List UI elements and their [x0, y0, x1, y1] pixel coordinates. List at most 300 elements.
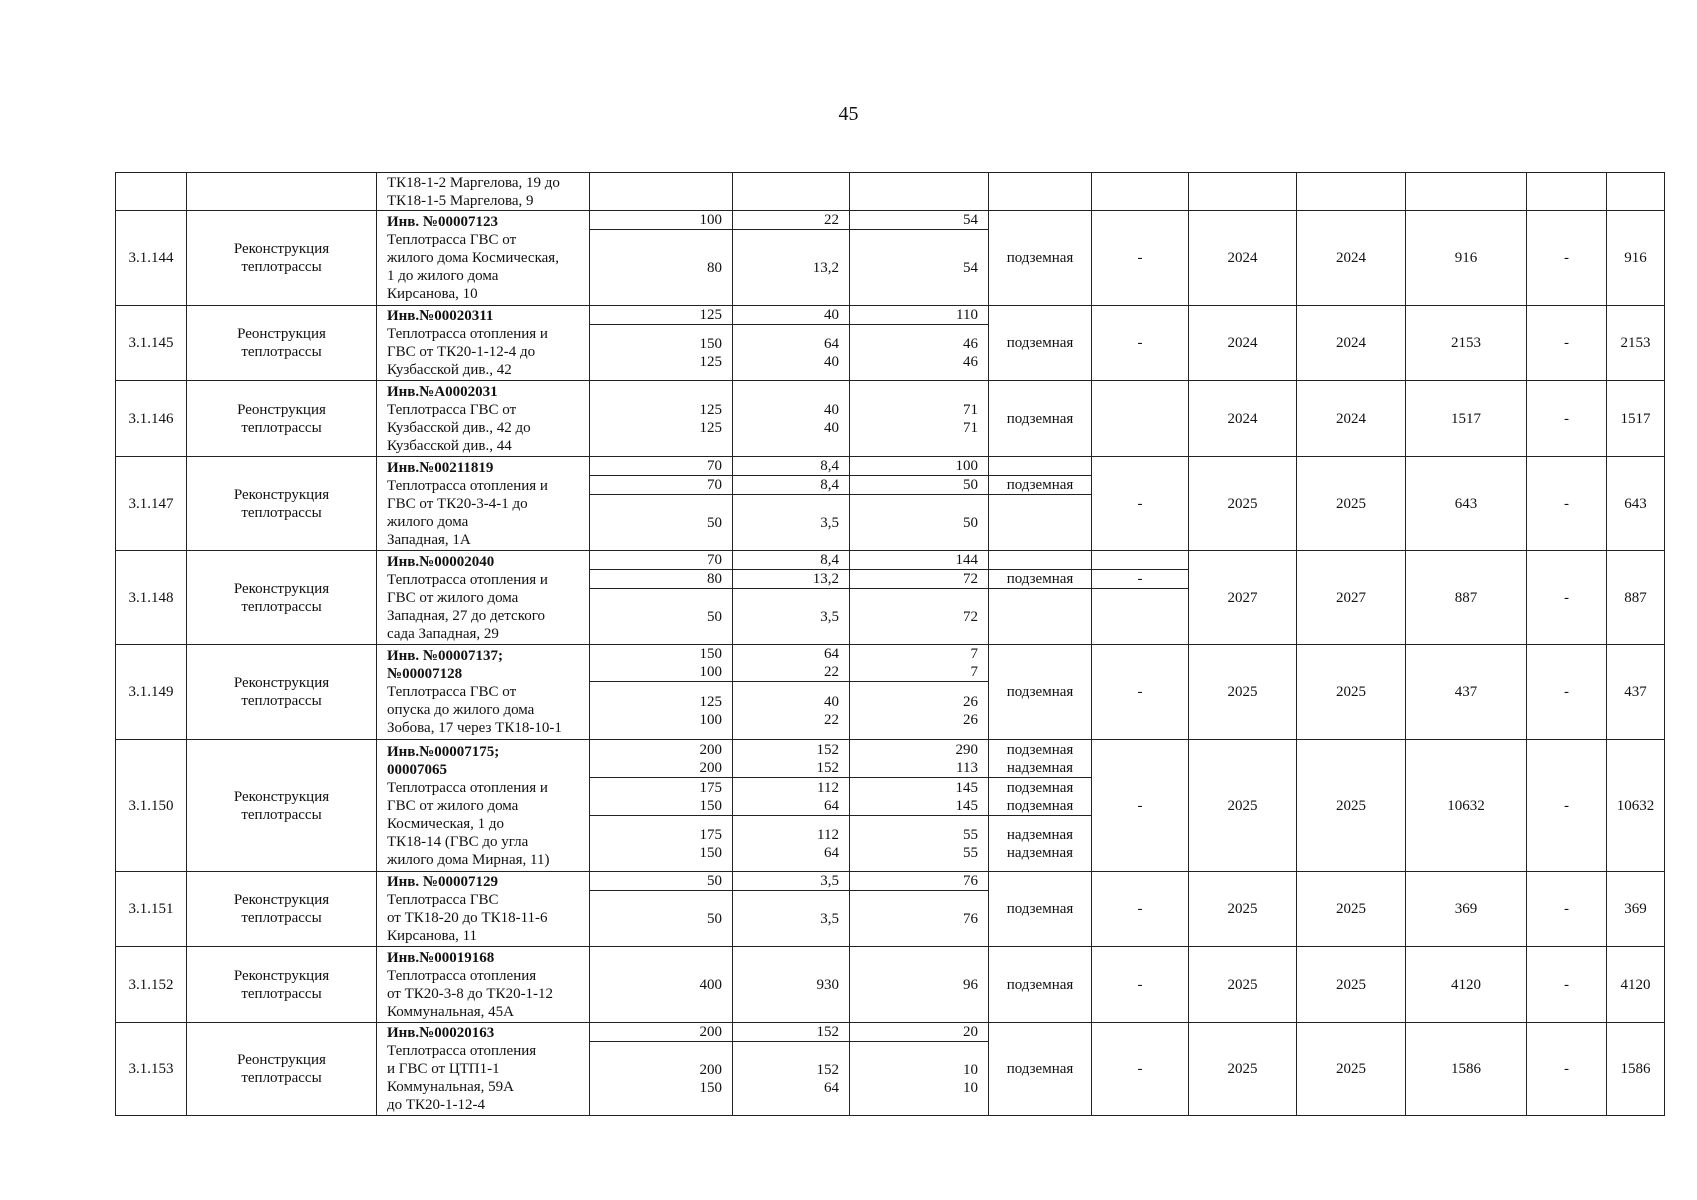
work-type-line: Реконструкция: [233, 241, 330, 257]
diameter-value: 125: [699, 307, 722, 323]
inventory-number: Инв.№00020311: [387, 308, 494, 324]
dn-value: 112: [817, 826, 839, 843]
inventory-number: Инв. №00007123: [387, 214, 498, 230]
laying-type: подземная: [1006, 976, 1074, 993]
diameter-value: 100: [699, 212, 722, 228]
length-value: 7: [970, 664, 978, 680]
work-type-cell: [187, 381, 377, 457]
description-line: ТК18-14 (ГВС до угла: [387, 833, 529, 850]
work-type-cell: [187, 211, 377, 306]
laying-type-cell: [989, 211, 1092, 306]
diameter-cell: [590, 645, 733, 682]
length-value: 55: [963, 844, 978, 861]
dash-cell: -: [1092, 211, 1189, 306]
diameter-value: 150: [699, 797, 722, 814]
year-start-cell: 2025: [1189, 947, 1297, 1023]
length-value: 113: [956, 759, 978, 776]
length-cell: [850, 230, 989, 306]
diameter-cell: [590, 381, 733, 457]
item-number-cell: 3.1.153: [116, 1023, 187, 1116]
description-line: опуска до жилого дома: [387, 702, 535, 718]
diameter-value: 70: [707, 477, 722, 493]
laying-type-cell: [989, 589, 1092, 645]
total-cell: 2153: [1607, 306, 1665, 381]
description-cell: [377, 947, 590, 1023]
year-start-cell: 2027: [1189, 551, 1297, 645]
dn-cell: [733, 457, 850, 476]
year-end-cell: 2025: [1297, 457, 1406, 551]
inventory-number: Инв.№00019168: [387, 949, 495, 966]
length-cell: [850, 570, 989, 589]
year-start-cell: 2025: [1189, 457, 1297, 551]
dn-value: 152: [816, 1061, 839, 1078]
work-type-line: теплотрассы: [241, 598, 322, 615]
description-line: Кузбасской див., 42: [387, 362, 512, 378]
length-value: 145: [955, 779, 978, 796]
length-value: 10: [963, 1061, 978, 1078]
diameter-value: 100: [699, 711, 722, 728]
diameter-value: 125: [699, 401, 722, 418]
length-value: 71: [963, 401, 978, 418]
table-row: [116, 645, 1665, 682]
work-type-cell: [187, 645, 377, 740]
dash-cell: -: [1527, 1023, 1607, 1116]
table-row: [116, 306, 1665, 325]
dn-cell: [733, 1042, 850, 1116]
length-value: 54: [963, 212, 978, 228]
dn-value: 8,4: [820, 552, 839, 568]
length-cell: [850, 816, 989, 872]
item-number-cell: 3.1.146: [116, 381, 187, 457]
laying-type: подземная: [1006, 410, 1074, 427]
length-cell: [850, 740, 989, 778]
length-cell: [850, 476, 989, 495]
dn-value: 112: [817, 779, 839, 796]
description-cell: [377, 740, 590, 872]
description-line: Коммунальная, 45А: [387, 1003, 515, 1020]
work-type-line: теплотрассы: [241, 693, 322, 709]
table-row: [116, 1023, 1665, 1042]
laying-type-cell: [989, 551, 1092, 570]
work-type-cell: [187, 551, 377, 645]
year-start-cell: 2025: [1189, 1023, 1297, 1116]
cost-cell: 1517: [1406, 381, 1527, 457]
work-type-line: теплотрассы: [241, 806, 322, 823]
length-value: 76: [963, 873, 978, 889]
work-type-line: Реконструкция: [233, 892, 330, 908]
year-end-cell: 2024: [1297, 211, 1406, 306]
table-row: [116, 551, 1665, 570]
dn-cell: [733, 740, 850, 778]
work-type-line: Реонструкция: [237, 326, 326, 342]
total-cell: 10632: [1607, 740, 1665, 872]
description-line: Кузбасской див., 44: [387, 437, 512, 454]
length-cell: [850, 306, 989, 325]
description-cell: [377, 211, 590, 306]
diameter-cell: [590, 476, 733, 495]
item-number-cell: 3.1.147: [116, 457, 187, 551]
year-start-cell: 2025: [1189, 872, 1297, 947]
cost-cell: 916: [1406, 211, 1527, 306]
year-end-cell: 2025: [1297, 947, 1406, 1023]
work-type-cell: [187, 1023, 377, 1116]
dn-value: 3,5: [820, 873, 839, 889]
dn-cell: [733, 891, 850, 947]
inventory-number: Инв.№А0002031: [387, 383, 498, 400]
description-cell: [377, 551, 590, 645]
dn-cell: [733, 476, 850, 495]
total-cell: 887: [1607, 551, 1665, 645]
diameter-value: 175: [699, 826, 722, 843]
length-value: 290: [955, 741, 978, 758]
diameter-cell: [590, 872, 733, 891]
length-value: 50: [963, 477, 978, 493]
dn-cell: [733, 947, 850, 1023]
dash-cell: -: [1527, 947, 1607, 1023]
dn-value: 13,2: [812, 571, 839, 587]
dn-value: 3,5: [820, 910, 839, 927]
laying-type: подземная: [1006, 797, 1074, 814]
laying-type-cell: [989, 816, 1092, 872]
laying-type-cell: подземная: [989, 476, 1092, 495]
diameter-value: 200: [699, 1061, 722, 1078]
dn-value: 152: [816, 759, 839, 776]
description-line: Кирсанова, 10: [387, 286, 478, 302]
length-value: 20: [963, 1024, 978, 1040]
description-line: 1 до жилого дома: [387, 268, 499, 284]
diameter-value: 400: [699, 976, 722, 993]
total-cell: 369: [1607, 872, 1665, 947]
length-value: 55: [963, 826, 978, 843]
dn-value: 64: [824, 335, 839, 352]
length-value: 26: [963, 711, 978, 728]
dn-cell: [733, 872, 850, 891]
description-line: жилого дома: [387, 513, 469, 530]
diameter-cell: [590, 778, 733, 816]
work-type-line: Реонструкция: [237, 1052, 326, 1068]
dn-value: 40: [824, 401, 839, 418]
length-cell: [850, 1042, 989, 1116]
diameter-value: 50: [707, 910, 722, 927]
inventory-number: Инв.№00002040: [387, 553, 495, 570]
diameter-value: 80: [707, 571, 722, 587]
laying-type: подземная: [1006, 741, 1074, 758]
length-cell: [850, 551, 989, 570]
dash-cell: -: [1092, 947, 1189, 1023]
description-line: Теплотрасса отопления и: [387, 571, 548, 588]
laying-type: подземная: [1006, 335, 1074, 351]
work-type-line: Реконструкция: [233, 967, 330, 984]
length-cell: [850, 682, 989, 740]
dash-cell: [1092, 551, 1189, 570]
dash-cell: -: [1527, 381, 1607, 457]
description-cell: [377, 872, 590, 947]
diameter-value: 125: [699, 419, 722, 436]
description-line: Теплотрасса отопления и: [387, 477, 548, 494]
diameter-value: 50: [707, 873, 722, 889]
dash-cell: -: [1092, 872, 1189, 947]
reconstruction-table: [115, 172, 1665, 1116]
description-cell: [377, 457, 590, 551]
year-end-cell: 2024: [1297, 381, 1406, 457]
diameter-cell: [590, 1023, 733, 1042]
table-row: [116, 381, 1665, 457]
work-type-line: теплотрассы: [241, 910, 322, 926]
diameter-cell: [590, 589, 733, 645]
length-cell: [850, 891, 989, 947]
dn-value: 64: [824, 646, 839, 662]
laying-type-cell: [989, 306, 1092, 381]
work-type-line: теплотрассы: [241, 1070, 322, 1086]
inventory-number: Инв. №00007129: [387, 874, 498, 890]
dn-value: 22: [824, 212, 839, 228]
work-type-line: Реконструкция: [233, 580, 330, 597]
cost-cell: 887: [1406, 551, 1527, 645]
description-line: сада Западная, 29: [387, 625, 499, 642]
table-row: [116, 457, 1665, 476]
length-value: 50: [963, 514, 978, 531]
dash-cell: -: [1092, 1023, 1189, 1116]
laying-type-cell: [989, 645, 1092, 740]
diameter-value: 200: [699, 741, 722, 758]
diameter-value: 150: [699, 844, 722, 861]
dn-value: 13,2: [812, 259, 839, 276]
dash-cell: -: [1092, 740, 1189, 872]
work-type-line: Реконструкция: [233, 675, 330, 691]
work-type-line: теплотрассы: [241, 259, 322, 275]
cost-cell: 10632: [1406, 740, 1527, 872]
length-value: 96: [963, 976, 978, 993]
length-value: 72: [963, 608, 978, 625]
laying-type: подземная: [1006, 1061, 1074, 1077]
table-row: [116, 211, 1665, 230]
dn-cell: [733, 589, 850, 645]
cost-cell: 1586: [1406, 1023, 1527, 1116]
length-value: 71: [963, 419, 978, 436]
dn-value: 8,4: [820, 458, 839, 474]
dash-cell: -: [1092, 570, 1189, 589]
year-end-cell: 2025: [1297, 872, 1406, 947]
dn-value: 64: [824, 797, 839, 814]
dn-value: 40: [824, 419, 839, 436]
year-start-cell: 2025: [1189, 645, 1297, 740]
dash-cell: [1092, 381, 1189, 457]
length-value: 46: [963, 353, 978, 370]
dash-cell: -: [1527, 551, 1607, 645]
work-type-cell: [187, 740, 377, 872]
dash-cell: -: [1092, 645, 1189, 740]
work-type-cell: [187, 947, 377, 1023]
dn-cell: [733, 230, 850, 306]
length-cell: [850, 495, 989, 551]
laying-type: подземная: [1006, 250, 1074, 266]
diameter-cell: [590, 1042, 733, 1116]
description-line: Теплотрасса отопления и: [387, 779, 548, 796]
inventory-number: Инв.№00007175;: [387, 743, 500, 760]
page-number: 45: [838, 103, 859, 125]
dn-cell: [733, 306, 850, 325]
dn-cell: [733, 1023, 850, 1042]
laying-type-cell: [989, 457, 1092, 476]
dash-cell: -: [1527, 306, 1607, 381]
diameter-cell: [590, 495, 733, 551]
laying-type-cell: [989, 947, 1092, 1023]
diameter-value: 70: [707, 552, 722, 568]
work-type-line: Реконструкция: [233, 486, 330, 503]
dn-value: 152: [816, 1024, 839, 1040]
description-line: Теплотрасса отопления и: [387, 326, 548, 342]
laying-type-cell: [989, 872, 1092, 947]
description-line: Теплотрасса ГВС от: [387, 401, 517, 418]
item-number-cell: 3.1.151: [116, 872, 187, 947]
total-cell: 1586: [1607, 1023, 1665, 1116]
cost-cell: 369: [1406, 872, 1527, 947]
laying-type-cell: [989, 381, 1092, 457]
laying-type-cell: [989, 495, 1092, 551]
inventory-number: Инв.№00211819: [387, 459, 494, 476]
length-value: 7: [970, 646, 978, 662]
year-end-cell: 2025: [1297, 740, 1406, 872]
diameter-value: 50: [707, 514, 722, 531]
year-start-cell: 2024: [1189, 381, 1297, 457]
description-line: Кузбасской див., 42 до: [387, 419, 531, 436]
dash-cell: -: [1092, 306, 1189, 381]
length-value: 10: [963, 1079, 978, 1096]
laying-type: подземная: [1006, 684, 1074, 700]
year-start-cell: 2025: [1189, 740, 1297, 872]
length-value: 46: [963, 335, 978, 352]
work-type-cell: [187, 457, 377, 551]
dn-cell: [733, 211, 850, 230]
dn-value: 40: [824, 693, 839, 710]
description-line: ГВС от ТК20-1-12-4 до: [387, 344, 536, 360]
dash-cell: -: [1527, 740, 1607, 872]
dn-cell: [733, 325, 850, 381]
dn-value: 3,5: [820, 608, 839, 625]
dn-value: 930: [816, 976, 839, 993]
diameter-cell: [590, 211, 733, 230]
dash-cell: -: [1527, 872, 1607, 947]
description-cell: [377, 1023, 590, 1116]
laying-type: подземная: [1006, 779, 1074, 796]
dn-value: 22: [824, 711, 839, 728]
description-cell: [377, 306, 590, 381]
diameter-cell: [590, 891, 733, 947]
diameter-value: 50: [707, 608, 722, 625]
diameter-value: 70: [707, 458, 722, 474]
work-type-line: Реконструкция: [233, 788, 330, 805]
laying-type-cell: подземная: [989, 570, 1092, 589]
work-type-line: теплотрассы: [241, 344, 322, 360]
inventory-number: 00007065: [387, 761, 447, 778]
work-type-line: теплотрассы: [241, 419, 322, 436]
diameter-cell: [590, 740, 733, 778]
table-row: [116, 872, 1665, 891]
diameter-cell: [590, 457, 733, 476]
item-number-cell: 3.1.150: [116, 740, 187, 872]
description-line: Коммунальная, 59А: [387, 1079, 515, 1095]
length-value: 76: [963, 910, 978, 927]
description-line: Западная, 27 до детского: [387, 607, 545, 624]
description-line: Космическая, 1 до: [387, 815, 505, 832]
laying-type: подземная: [1006, 901, 1074, 917]
work-type-line: Реонструкция: [237, 401, 326, 418]
dash-cell: -: [1527, 211, 1607, 306]
dn-value: 3,5: [820, 514, 839, 531]
dash-cell: [1092, 589, 1189, 645]
length-value: 26: [963, 693, 978, 710]
diameter-value: 150: [699, 335, 722, 352]
diameter-value: 125: [699, 353, 722, 370]
cost-cell: 643: [1406, 457, 1527, 551]
diameter-value: 125: [699, 693, 722, 710]
work-type-cell: [187, 872, 377, 947]
description-line: ГВС от жилого дома: [387, 589, 519, 606]
laying-type: надземная: [1006, 826, 1074, 843]
total-cell: 643: [1607, 457, 1665, 551]
description-line: от ТК20-3-8 до ТК20-1-12: [387, 985, 554, 1002]
length-cell: [850, 457, 989, 476]
diameter-cell: [590, 230, 733, 306]
dn-cell: [733, 778, 850, 816]
description-line: и ГВС от ЦТП1-1: [387, 1061, 500, 1077]
work-type-line: теплотрассы: [241, 504, 322, 521]
length-value: 100: [955, 458, 978, 474]
length-value: 110: [956, 307, 978, 323]
length-cell: [850, 381, 989, 457]
description-line: жилого дома Космическая,: [387, 250, 559, 266]
dash-cell: -: [1527, 457, 1607, 551]
description-line: ТК18-1-2 Маргелова, 19 до: [387, 174, 560, 191]
cost-cell: 437: [1406, 645, 1527, 740]
diameter-cell: [590, 325, 733, 381]
inventory-number: Инв.№00020163: [387, 1025, 495, 1041]
dn-cell: [733, 495, 850, 551]
table-row: [116, 947, 1665, 1023]
length-cell: [850, 1023, 989, 1042]
description-line: Теплотрасса ГВС: [387, 892, 499, 908]
diameter-cell: [590, 682, 733, 740]
dn-value: 64: [824, 1079, 839, 1096]
total-cell: 916: [1607, 211, 1665, 306]
dn-cell: [733, 682, 850, 740]
year-end-cell: 2024: [1297, 306, 1406, 381]
item-number-cell: 3.1.144: [116, 211, 187, 306]
diameter-value: 80: [707, 259, 722, 276]
diameter-value: 200: [699, 1024, 722, 1040]
total-cell: 437: [1607, 645, 1665, 740]
length-value: 144: [955, 552, 978, 568]
diameter-cell: [590, 306, 733, 325]
laying-type: надземная: [1006, 844, 1074, 861]
length-cell: [850, 947, 989, 1023]
cost-cell: 2153: [1406, 306, 1527, 381]
total-cell: 1517: [1607, 381, 1665, 457]
length-cell: [850, 211, 989, 230]
diameter-cell: [590, 816, 733, 872]
laying-type-cell: [989, 740, 1092, 778]
dn-cell: [733, 551, 850, 570]
length-cell: [850, 872, 989, 891]
dn-cell: [733, 816, 850, 872]
cost-cell: 4120: [1406, 947, 1527, 1023]
item-number-cell: 3.1.148: [116, 551, 187, 645]
dn-cell: [733, 645, 850, 682]
length-cell: [850, 325, 989, 381]
description-line: до ТК20-1-12-4: [387, 1097, 486, 1113]
length-value: 54: [963, 259, 978, 276]
dn-value: 64: [824, 844, 839, 861]
